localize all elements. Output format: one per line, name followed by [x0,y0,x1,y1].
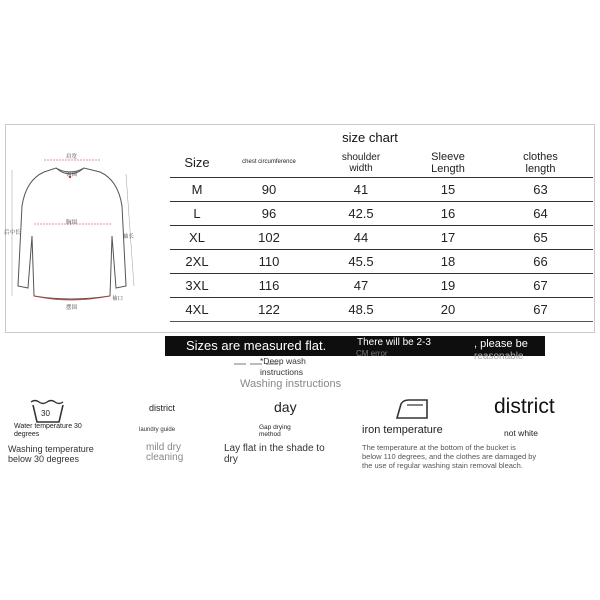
cell-length: 64 [488,202,593,226]
table-row [170,298,593,322]
cell-chest: 116 [224,274,314,298]
table-row [170,178,593,202]
table-row [170,250,593,274]
mild-dry-line2: cleaning [146,452,184,463]
banner-error-text: There will be 2-3 [357,337,431,348]
district-large-label: district [494,395,555,418]
gap-drying-line2: method [259,431,281,438]
header-chest: chest circumference [224,148,314,178]
cell-size: 4XL [170,298,224,322]
cell-size: 2XL [170,250,224,274]
cell-size: 3XL [170,274,224,298]
size-table [170,148,593,322]
gap-drying-line1: Gap drying [259,424,291,431]
cell-size: L [170,202,224,226]
iron-temperature-description [362,443,536,470]
not-white-label: not white [504,428,539,438]
deep-wash-line1: *Deep wash [260,356,306,366]
wash-temp-label-line1: Water temperature 30 [14,423,82,430]
cell-chest: 90 [224,178,314,202]
iron-desc-line3: the use of regular washing stain removal bleach. [362,461,523,470]
mild-dry-line1: mild dry [146,442,182,453]
banner-please-text: , please be [474,338,528,350]
header-length-line2: length [525,162,556,175]
cuff-label: 袖口 [112,296,124,302]
header-size: Size [170,148,224,178]
cell-size: XL [170,226,224,250]
header-sleeve-line2: Length [431,162,465,175]
table-row [170,274,593,298]
sleeve-length-label: 袖长 [123,234,135,240]
chest-label: 胸围 [66,220,78,226]
wash-temp-description [8,444,94,464]
cell-sleeve: 15 [408,178,488,202]
gap-drying-label [259,424,291,438]
hem-label: 摆围 [66,305,78,311]
cell-shoulder: 48.5 [314,298,408,322]
wash-tub-icon [30,398,66,424]
header-sleeve [408,148,488,178]
size-table-header [170,148,593,178]
table-row [170,226,593,250]
header-length-line1: clothes [523,150,558,163]
collar-label: 领围 [66,172,78,178]
header-shoulder-line2: width [349,162,373,174]
back-length-label: 后中长 [4,230,21,236]
cell-sleeve: 17 [408,226,488,250]
wash-temp-label-line2: degrees [14,431,40,438]
iron-icon [393,394,433,422]
mild-dry-cleaning-text [146,443,183,463]
cell-chest: 96 [224,202,314,226]
cell-length: 67 [488,274,593,298]
cell-sleeve: 20 [408,298,488,322]
cell-length: 67 [488,298,593,322]
cell-sleeve: 18 [408,250,488,274]
cell-length: 65 [488,226,593,250]
cell-shoulder: 42.5 [314,202,408,226]
iron-desc-line1: The temperature at the bottom of the bucket is [362,443,516,452]
district-small-label: district [149,403,176,413]
cell-sleeve: 16 [408,202,488,226]
cell-shoulder: 47 [314,274,408,298]
deep-wash-line2: instructions [260,367,303,377]
day-label: day [274,399,297,415]
shoulder-width-label: 肩宽 [66,154,78,160]
cell-length: 63 [488,178,593,202]
cell-size: M [170,178,224,202]
lay-flat-text [224,443,325,465]
cell-length: 66 [488,250,593,274]
wash-desc-line1: Washing temperature [8,444,94,454]
cell-shoulder: 44 [314,226,408,250]
cell-shoulder: 41 [314,178,408,202]
washing-instructions-heading: Washing instructions [240,378,342,390]
banner-cm-error-text: CM error [356,349,388,356]
cell-chest: 102 [224,226,314,250]
header-shoulder-line1: shoulder [341,151,381,163]
banner-reasonable-text: reasonable [474,351,524,362]
laundry-guide-label: laundry guide [139,427,176,433]
wash-desc-line2: below 30 degrees [8,454,80,464]
cell-chest: 110 [224,250,314,274]
banner-main-text: Sizes are measured flat. [186,338,327,353]
wash-temp-label [14,423,82,439]
iron-desc-line2: below 110 degrees, and the clothes are damaged by [362,452,537,461]
garment-diagram [4,146,144,314]
cell-chest: 122 [224,298,314,322]
table-row [170,202,593,226]
header-shoulder [314,148,408,178]
iron-temperature-label: iron temperature [362,424,443,436]
header-length [488,148,593,178]
lay-flat-line1: Lay flat in the shade to [224,443,325,454]
deep-wash-note [260,356,306,378]
wash-temp-value: 30 [41,409,50,418]
header-sleeve-line1: Sleeve [431,150,465,163]
cell-shoulder: 45.5 [314,250,408,274]
size-chart-title: size chart [342,130,398,145]
cell-sleeve: 19 [408,274,488,298]
lay-flat-line2: dry [224,454,238,465]
